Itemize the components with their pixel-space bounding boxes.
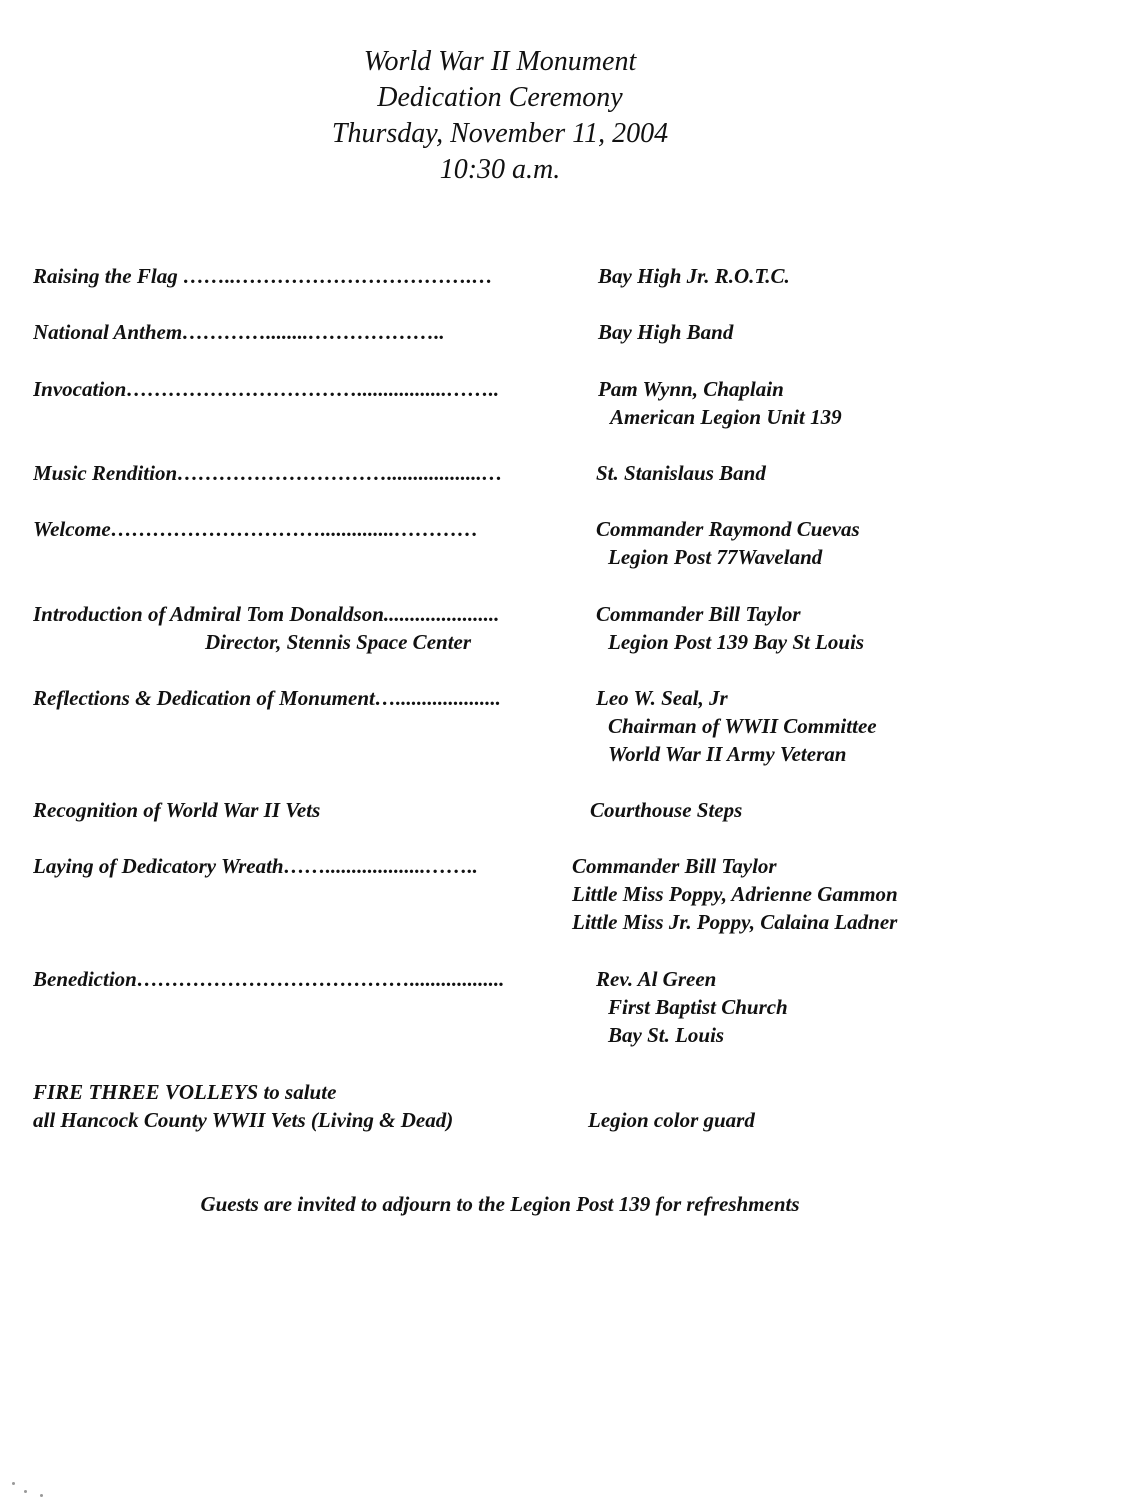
program-item: National Anthem…………........……………….. bbox=[33, 320, 445, 344]
performer-line: Legion Post 139 Bay St Louis bbox=[608, 630, 865, 654]
program-item-title: Introduction of Admiral Tom Donaldson...................... bbox=[33, 602, 500, 626]
program-item: Invocation…………………………….................…….. bbox=[33, 377, 500, 401]
volleys-description bbox=[33, 1078, 563, 1134]
performer-line: Courthouse Steps bbox=[590, 798, 743, 822]
program-item: Music Rendition…………………………..................… bbox=[33, 461, 503, 485]
performer-line: Bay High Jr. R.O.T.C. bbox=[598, 264, 790, 288]
performer-line: Chairman of WWII Committee bbox=[608, 714, 877, 738]
program-performer bbox=[596, 600, 864, 656]
volleys-line: FIRE THREE VOLLEYS to salute bbox=[33, 1080, 337, 1104]
performer-line: Little Miss Jr. Poppy, Calaina Ladner bbox=[572, 910, 898, 934]
scan-speck bbox=[40, 1494, 43, 1497]
program-item: Recognition of World War II Vets bbox=[33, 798, 321, 822]
performer-line: Bay St. Louis bbox=[608, 1023, 725, 1047]
scan-speck bbox=[12, 1482, 15, 1485]
program-performer bbox=[598, 375, 842, 431]
performer-line: Bay High Band bbox=[598, 320, 734, 344]
program-performer bbox=[572, 852, 898, 936]
ceremony-header bbox=[0, 44, 1000, 188]
program-performer bbox=[598, 262, 790, 290]
volleys-performer: Legion color guard bbox=[588, 1108, 755, 1132]
program-item: Benediction………………………………….................. bbox=[33, 967, 505, 991]
program-item bbox=[33, 600, 563, 656]
performer-line: Little Miss Poppy, Adrienne Gammon bbox=[572, 882, 898, 906]
performer-line: Legion Post 77Waveland bbox=[608, 545, 823, 569]
performer-line: World War II Army Veteran bbox=[608, 742, 847, 766]
header-subtitle: Dedication Ceremony bbox=[377, 82, 623, 113]
performer-line: Commander Raymond Cuevas bbox=[596, 517, 860, 541]
volleys-line: all Hancock County WWII Vets (Living & Dead) bbox=[33, 1108, 454, 1132]
program-item: Welcome…………………………..............………… bbox=[33, 517, 479, 541]
program-performer bbox=[596, 515, 860, 571]
header-date: Thursday, November 11, 2004 bbox=[331, 118, 669, 149]
program-item: Reflections & Dedication of Monument….................... bbox=[33, 686, 501, 710]
performer-line: Rev. Al Green bbox=[596, 967, 717, 991]
program-performer bbox=[590, 796, 742, 824]
performer-line: Commander Bill Taylor bbox=[572, 854, 777, 878]
header-title: World War II Monument bbox=[363, 46, 637, 77]
program-performer bbox=[596, 965, 788, 1049]
performer-line: Leo W. Seal, Jr bbox=[596, 686, 728, 710]
performer-line: First Baptist Church bbox=[608, 995, 788, 1019]
program-performer bbox=[596, 459, 766, 487]
program-performer bbox=[598, 318, 733, 346]
performer-line: St. Stanislaus Band bbox=[596, 461, 766, 485]
closing-note: Guests are invited to adjourn to the Legion Post 139 for refreshments bbox=[200, 1192, 800, 1216]
performer-line: Pam Wynn, Chaplain bbox=[598, 377, 784, 401]
performer-line: American Legion Unit 139 bbox=[610, 405, 842, 429]
header-time: 10:30 a.m. bbox=[439, 154, 561, 185]
program-item: Laying of Dedicatory Wreath……...................…….. bbox=[33, 854, 478, 878]
program-item: Raising the Flag ……..…………………………….… bbox=[33, 264, 493, 288]
performer-line: Commander Bill Taylor bbox=[596, 602, 801, 626]
scan-speck bbox=[24, 1490, 27, 1493]
program-item-subtitle: Director, Stennis Space Center bbox=[205, 630, 472, 654]
program-performer bbox=[596, 684, 877, 768]
